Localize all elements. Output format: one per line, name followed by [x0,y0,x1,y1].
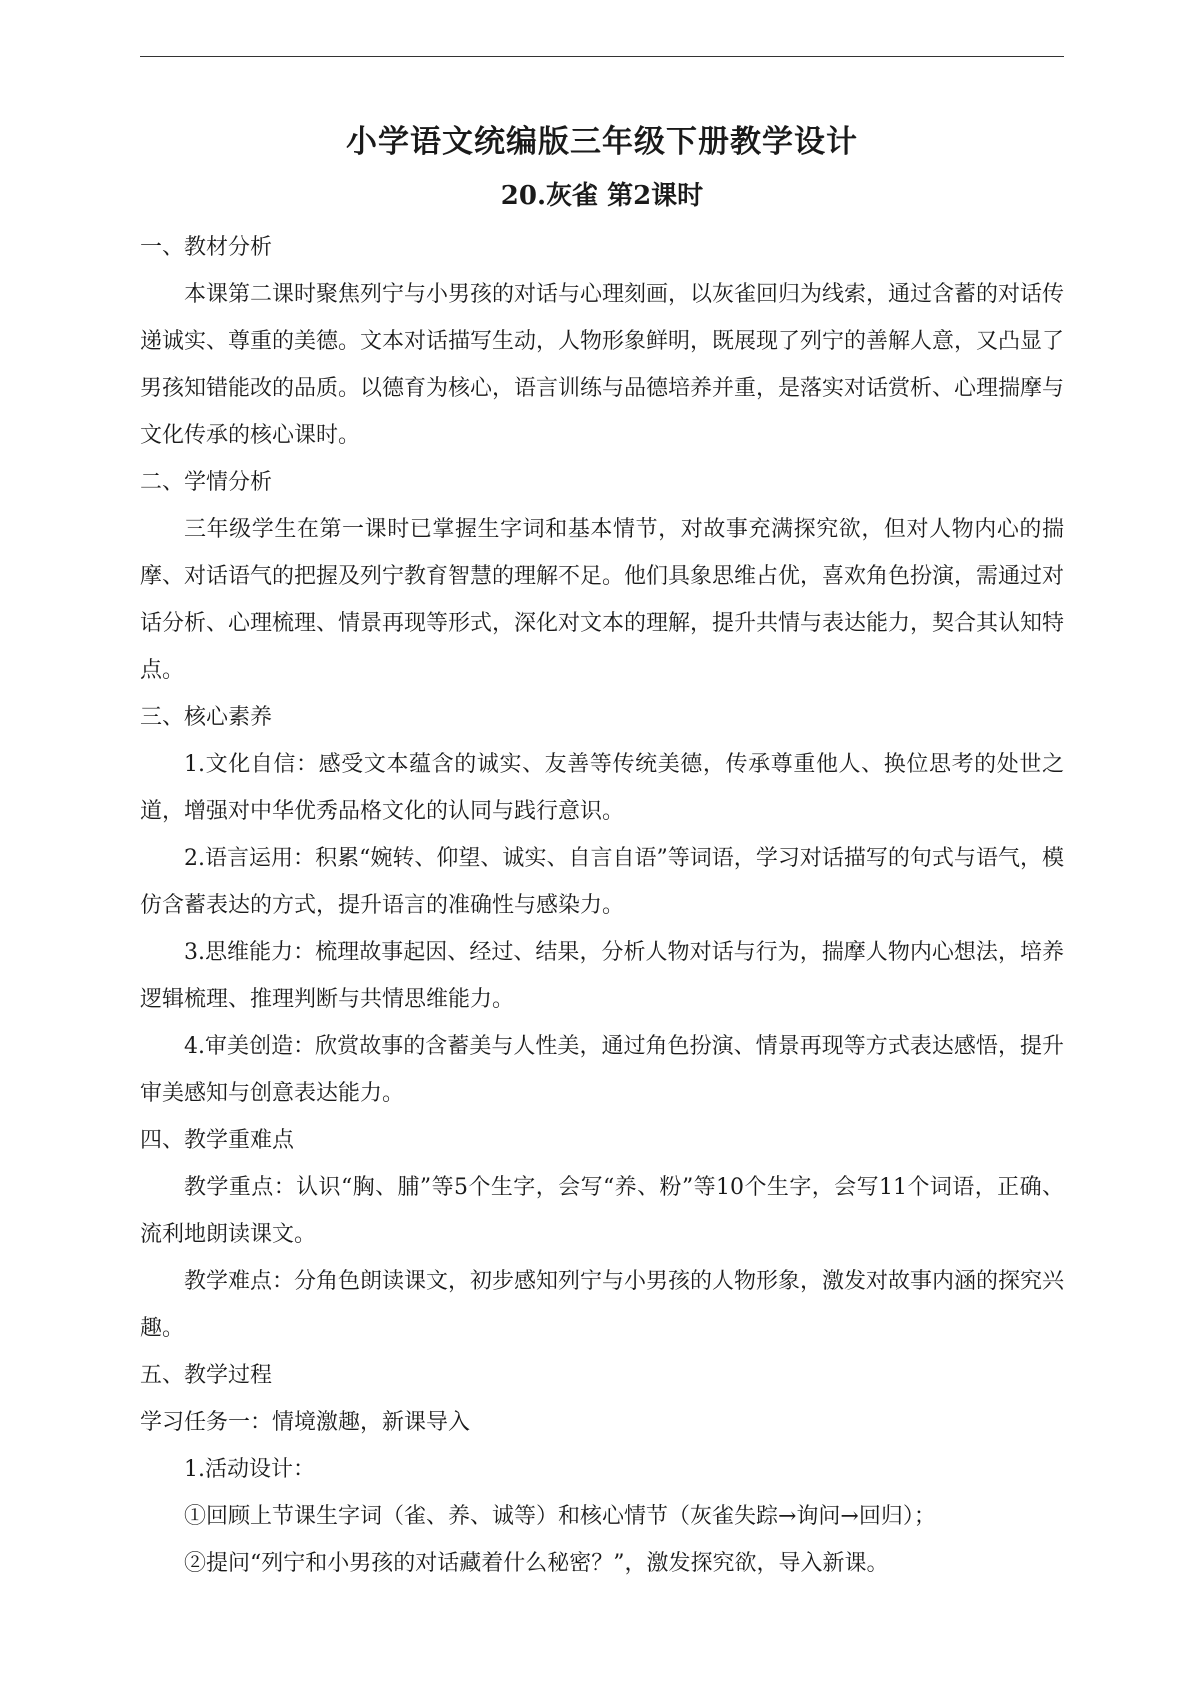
section-heading: 一、教材分析 [140,235,273,260]
paragraph: 本课第二课时聚焦列宁与小男孩的对话与心理刻画，以灰雀回归为线索，通过含蓄的对话传递诚实、尊重的美德。文本对话描写生动，人物形象鲜明，既展现了列宁的善解人意，又凸显了男孩知错能改的品质。以德育为核心，语言训练与品德培养并重，是落实对话赏析、心理揣摩与文化传承的核心课时。 [140,282,1065,448]
task-heading: 学习任务一：情境激趣，新课导入 [140,1410,471,1435]
section-student-analysis [140,459,1064,694]
paragraph: 三年级学生在第一课时已掌握生字词和基本情节，对故事充满探究欲，但对人物内心的揣摩、对话语气的把握及列宁教育智慧的理解不足。他们具象思维占优，喜欢角色扮演，需通过对话分析、心理梳理、情景再现等形式，深化对文本的理解，提升共情与表达能力，契合其认知特点。 [140,517,1065,683]
lesson-subtitle: 20.灰雀 第2课时 [500,181,704,211]
section-core-competencies [140,694,1064,1117]
section-heading: 四、教学重难点 [140,1128,295,1153]
list-item: 1.文化自信：感受文本蕴含的诚实、友善等传统美德，传承尊重他人、换位思考的处世之道，增强对中华优秀品格文化的认同与践行意识。 [140,752,1064,824]
list-item: 2.语言运用：积累“婉转、仰望、诚实、自言自语”等词语，学习对话描写的句式与语气，模仿含蓄表达的方式，提升语言的准确性与感染力。 [140,846,1064,918]
list-item: 3.思维能力：梳理故事起因、经过、结果，分析人物对话与行为，揣摩人物内心想法，培养逻辑梳理、推理判断与共情思维能力。 [140,940,1064,1012]
document-title: 小学语文统编版三年级下册教学设计 [346,124,858,160]
list-item: ①回顾上节课生字词（雀、养、诚等）和核心情节（灰雀失踪→询问→回归）； [184,1504,936,1529]
document-body [140,120,1064,1587]
section-heading: 五、教学过程 [140,1363,273,1388]
section-heading: 二、学情分析 [140,470,273,495]
paragraph: 1.活动设计： [184,1457,315,1482]
section-textbook-analysis [140,224,1064,459]
header-rule [140,56,1064,57]
paragraph: 教学难点：分角色朗读课文，初步感知列宁与小男孩的人物形象，激发对故事内涵的探究兴趣。 [140,1269,1065,1341]
section-teaching-process [140,1352,1064,1587]
paragraph: 教学重点：认识“胸、脯”等5个生字，会写“养、粉”等10个生字，会写11个词语，正确、流利地朗读课文。 [140,1175,1064,1247]
section-heading: 三、核心素养 [140,705,273,730]
list-item: ②提问“列宁和小男孩的对话藏着什么秘密？”，激发探究欲，导入新课。 [184,1551,889,1576]
section-key-difficulties [140,1117,1064,1352]
list-item: 4.审美创造：欣赏故事的含蓄美与人性美，通过角色扮演、情景再现等方式表达感悟，提升审美感知与创意表达能力。 [140,1034,1064,1106]
